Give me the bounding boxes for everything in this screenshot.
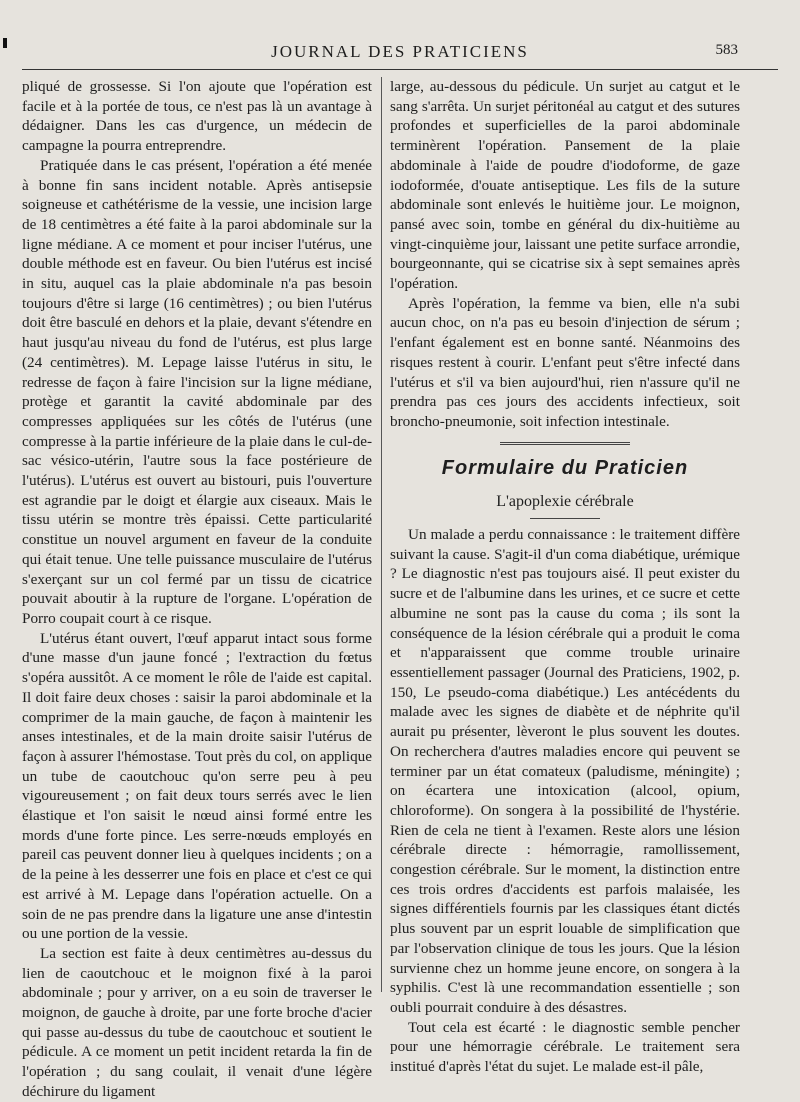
column-divider (381, 77, 382, 992)
paragraph: Tout cela est écarté : le diagnostic semble pencher pour une hémorragie cérébrale. Le traitement sera institué d'après l'état du sujet. Le malade est-il pâle, (390, 1018, 740, 1076)
paragraph: Après l'opération, la femme va bien, elle n'a subi aucun choc, on n'a pas eu besoin d'injection de sérum ; l'enfant également est en bonne santé. Néanmoins des risques restent à courir. L'enfant peut s'être infecté dans l'utérus et s'il va bien aujourd'hui, rien n'assure qu'il ne prendra pas ces jours des accidents infectieux, soit broncho-pneumonie, soit infection intestinale. (390, 294, 740, 430)
article-title: L'apoplexie cérébrale (496, 493, 634, 511)
margin-mark (3, 38, 7, 48)
paragraph: L'utérus étant ouvert, l'œuf apparut intact sous forme d'une masse d'un jaune foncé ; l'extraction du fœtus s'opéra aussitôt. A ce moment le rôle de l'aide est capital. Il doit faire deux choses : saisir la paroi abdominale et la comprimer de la main gauche, de façon à maintenir les anses intestinales, et de la main droite saisir l'utérus de façon à assurer l'hémostase. Tout près du col, on applique un tube de caoutchouc qu'on serre peu à peu vigoureusement ; on fait deux tours serrés avec le lien élastique et l'on saisit le nœud ainsi formé entre les mords d'une forte pince. Les serre-nœuds employés en pareil cas peuvent donner lieu à quelques incidents ; on a de la peine à les desserrer une fois en place et c'est ce qui est arrivé à M. Lepage dans l'opération actuelle. On a soin de ne pas prendre dans la ligature une anse d'intestin ou une portion de la vessie. (22, 629, 372, 943)
journal-title: JOURNAL DES PRATICIENS (271, 42, 529, 61)
paragraph: La section est faite à deux centimètres au-dessus du lien de caoutchouc et le moignon fixé à la paroi abdominale ; pour y arriver, on a eu soin de traverser le moignon, de gauche à droite, par une forte broche d'acier qui passe au-dessus du tube de caoutchouc et soutient le pédicule. A ce moment un petit incident retarda la fin de l'opération ; du sang coulait, il venait d'une légère déchirure du ligament (22, 944, 372, 1100)
page-number: 583 (715, 42, 738, 58)
section-title: Formulaire du Praticien (441, 456, 689, 479)
paragraph: large, au-dessous du pédicule. Un surjet au catgut et le sang s'arrêta. Un surjet péritonéal au catgut et des sutures profondes et superficielles de la paroi abdominale terminèrent l'opération. Pansement de la plaie abdominale à l'aide de poudre d'iodoforme, de gaze iodoformée, d'ouate antiseptique. Les fils de la suture abdominale sont enlevés le huitième jour. Le moignon, pansé avec soin, tombe en général du dix-huitième au vingt-cinquième jour, laissant une petite surface arrondie, bourgeonnante, qui se cicatrise six à sept semaines après l'opération. (390, 78, 740, 293)
right-column (390, 77, 740, 1077)
paragraph: Pratiquée dans le cas présent, l'opération a été menée à bonne fin sans incident notable. Après antisepsie soigneuse et cathétérisme de la vessie, une incision large de 18 centimètres a été faite à la paroi abdominale sur la ligne médiane. A ce moment et pour inciser l'utérus, une double méthode est en faveur. Ou bien l'utérus est incisé in situ, auquel cas la plaie abdominale n'a pas besoin toujours d'être si large (16 centimètres) ; ou bien l'utérus doit être basculé en dehors et la plaie, devant s'étendre en haut jusqu'au niveau du fond de l'utérus, est plus large (24 centimètres). M. Lepage laisse l'utérus in situ, le redresse de façon à faire l'incision sur la ligne médiane, protège et garantit la cavité abdominale par des compresses appliquées sur les côtés de l'utérus (une compresse à la partie inférieure de la plaie dans le cul-de-sac vésico-utérin, l'autre sous la face postérieure de l'utérus). L'utérus est ouvert au bistouri, puis l'ouverture est agrandie par le doigt et élargie aux ciseaux. Mais le tissu utérin se montre très épaissi. Cette particularité constitue un nouvel argument en faveur de la conduite qui était tenue. Une telle puissance musculaire de l'utérus s'exerçant sur un col fermé par un tissu de cicatrice pouvait aboutir à la rupture de l'organe. L'opération de Porro coupait court à ce risque. (22, 156, 372, 627)
header-rule (22, 69, 778, 70)
left-column (22, 77, 372, 1102)
page-header (22, 38, 778, 66)
title-rule (530, 518, 600, 519)
section-separator (500, 442, 630, 447)
paragraph: pliqué de grossesse. Si l'on ajoute que l'opération est facile et à la portée de tous, ce n'est pas là un avantage à dédaigner. Dans les cas d'urgence, un médecin de campagne la pourra entreprendre. (22, 78, 372, 155)
paragraph: Un malade a perdu connaissance : le traitement diffère suivant la cause. S'agit-il d'un coma diabétique, urémique ? Le diagnostic n'est pas toujours aisé. Il peut exister du sucre et de l'albumine dans les urines, et ce sucre et cette albumine ne sont pas la cause du coma ; ils sont la conséquence de la lésion cérébrale qui a produit le coma et n'apparaissent que comme trouble urinaire essentiellement passager (Journal des Praticiens, 1902, p. 150, Le pseudo-coma diabétique.) Les antécédents du malade avec les signes de diabète et de néphrite qu'il aurait pu présenter, lèveront le plus souvent les doutes. On recherchera d'autres maladies encore qui peuvent se terminer par un état comateux (paludisme, méningite) ; on écartera une intoxication (alcool, opium, chloroforme). On songera à la possibilité de l'hystérie. Rien de cela ne tient à l'examen. Reste alors une lésion cérébrale directe : hémorragie, ramollissement, congestion cérébrale. Sur le moment, la distinction entre ces trois ordres d'accidents est parfois malaisée, les signes différentiels fournis par les classiques étant dictés plus souvent par un esprit louable de simplification que par l'observation clinique de tous les jours. Que la lésion survienne chez un homme jeune encore, on songera à la syphilis. C'est là une recommandation essentielle ; son oubli pourrait conduire à des désastres. (390, 526, 740, 1016)
